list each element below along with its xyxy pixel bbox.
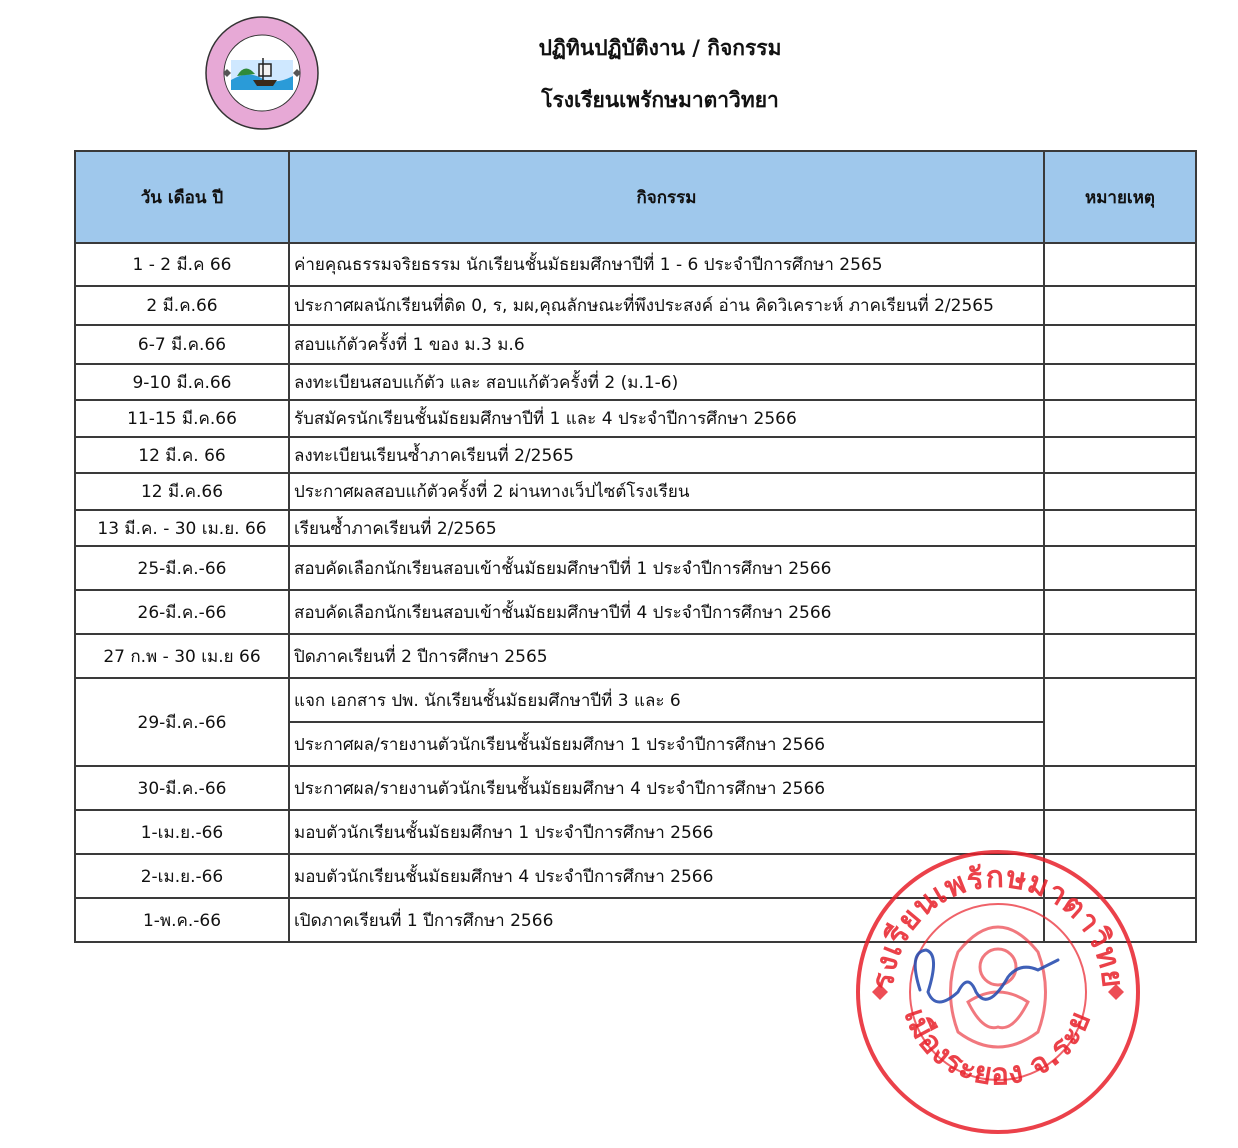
row-activity: ปิดภาคเรียนที่ 2 ปีการศึกษา 2565 [289,634,1044,678]
row-activity: สอบแก้ตัวครั้งที่ 1 ของ ม.3 ม.6 [289,325,1044,364]
row-activity: มอบตัวนักเรียนชั้นมัธยมศึกษา 4 ประจำปีการศึกษา 2566 [289,854,1044,898]
table-row [75,546,1196,590]
row-date: 25-มี.ค.-66 [75,546,289,590]
table-header-row [75,151,1196,243]
row-note [1044,243,1196,286]
table-row [75,325,1196,364]
row-activity: รับสมัครนักเรียนชั้นมัธยมศึกษาปีที่ 1 และ 4 ประจำปีการศึกษา 2566 [289,400,1044,437]
row-activity: มอบตัวนักเรียนชั้นมัธยมศึกษา 1 ประจำปีการศึกษา 2566 [289,810,1044,854]
row-date: 13 มี.ค. - 30 เม.ย. 66 [75,510,289,546]
row-date: 26-มี.ค.-66 [75,590,289,634]
table-row [75,678,1196,722]
row-activity: ประกาศผลสอบแก้ตัวครั้งที่ 2 ผ่านทางเว็ปไซต์โรงเรียน [289,473,1044,510]
row-activity: ประกาศผลนักเรียนที่ติด 0, ร, มผ,คุณลักษณะที่พึงประสงค์ อ่าน คิดวิเคราะห์ ภาคเรียนที่ 2/2565 [289,286,1044,325]
row-activity: ประกาศผล/รายงานตัวนักเรียนชั้นมัธยมศึกษา 4 ประจำปีการศึกษา 2566 [289,766,1044,810]
page-title: ปฏิทินปฏิบัติงาน / กิจกรรม [538,36,782,60]
row-note [1044,400,1196,437]
row-activity: ประกาศผล/รายงานตัวนักเรียนชั้นมัธยมศึกษา 1 ประจำปีการศึกษา 2566 [289,722,1044,766]
header-note: หมายเหตุ [1044,151,1196,243]
activity-calendar-table [74,150,1197,943]
table-row [75,510,1196,546]
table-row [75,590,1196,634]
row-activity: เรียนซ้ำภาคเรียนที่ 2/2565 [289,510,1044,546]
header-activity: กิจกรรม [289,151,1044,243]
row-note [1044,473,1196,510]
table-row [75,634,1196,678]
table-row [75,400,1196,437]
table-row [75,437,1196,473]
row-activity: ลงทะเบียนเรียนซ้ำภาคเรียนที่ 2/2565 [289,437,1044,473]
svg-text:อ.เมืองระยอง จ.ระยอง: เมืองระยอง จ.ระย [896,1004,1099,1093]
row-note [1044,364,1196,400]
row-date: 12 มี.ค. 66 [75,437,289,473]
row-date: 27 ก.พ - 30 เม.ย 66 [75,634,289,678]
table-row [75,473,1196,510]
svg-text:โรงเรียนเพรักษมาตาวิทยา: รงเรียนเพรักษมาตาวิทย [865,859,1131,991]
table-row [75,243,1196,286]
row-note [1044,678,1196,766]
row-date: 29-มี.ค.-66 [75,678,289,766]
row-activity: แจก เอกสาร ปพ. นักเรียนชั้นมัธยมศึกษาปีที่ 3 และ 6 [289,678,1044,722]
header-date: วัน เดือน ปี [75,151,289,243]
row-note [1044,546,1196,590]
row-activity: สอบคัดเลือกนักเรียนสอบเข้าชั้นมัธยมศึกษาปีที่ 1 ประจำปีการศึกษา 2566 [289,546,1044,590]
school-emblem-icon [203,14,321,132]
row-date: 11-15 มี.ค.66 [75,400,289,437]
table-row [75,364,1196,400]
row-activity: เปิดภาคเรียนที่ 1 ปีการศึกษา 2566 [289,898,1044,942]
school-name: โรงเรียนเพรักษมาตาวิทยา [541,88,779,112]
table-row [75,286,1196,325]
table-row [75,766,1196,810]
row-note [1044,437,1196,473]
row-note [1044,634,1196,678]
row-date: 2 มี.ค.66 [75,286,289,325]
row-note [1044,510,1196,546]
row-activity: สอบคัดเลือกนักเรียนสอบเข้าชั้นมัธยมศึกษาปีที่ 4 ประจำปีการศึกษา 2566 [289,590,1044,634]
row-date: 2-เม.ย.-66 [75,854,289,898]
row-note [1044,325,1196,364]
row-date: 30-มี.ค.-66 [75,766,289,810]
row-date: 1-พ.ค.-66 [75,898,289,942]
school-seal [848,842,1148,1142]
row-date: 6-7 มี.ค.66 [75,325,289,364]
row-note [1044,766,1196,810]
row-activity: ค่ายคุณธรรมจริยธรรม นักเรียนชั้นมัธยมศึกษาปีที่ 1 - 6 ประจำปีการศึกษา 2565 [289,243,1044,286]
row-date: 1-เม.ย.-66 [75,810,289,854]
school-seal-stamp-icon [848,842,1148,1142]
row-date: 12 มี.ค.66 [75,473,289,510]
row-date: 1 - 2 มี.ค 66 [75,243,289,286]
row-activity: ลงทะเบียนสอบแก้ตัว และ สอบแก้ตัวครั้งที่ 2 (ม.1-6) [289,364,1044,400]
row-note [1044,590,1196,634]
row-note [1044,286,1196,325]
school-logo [203,14,321,132]
row-date: 9-10 มี.ค.66 [75,364,289,400]
